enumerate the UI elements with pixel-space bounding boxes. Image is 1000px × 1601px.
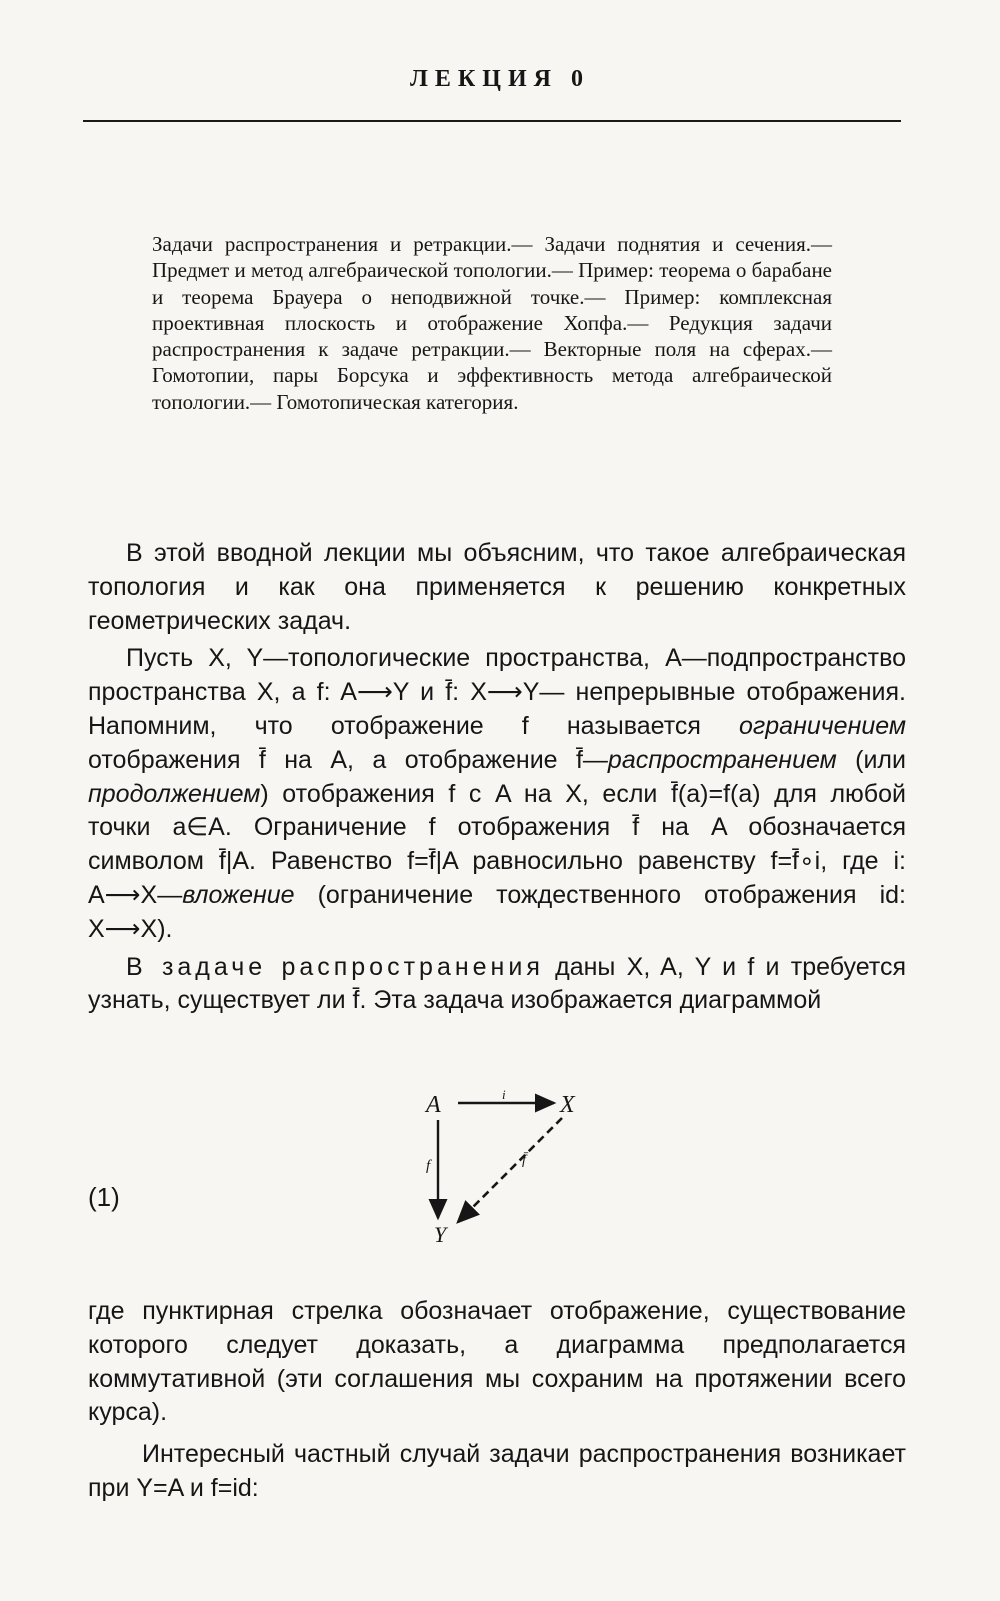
text-run: (или — [836, 745, 906, 774]
paragraph-special-case: Интересный частный случай задачи распространения возникает при Y=A и f=id: — [88, 1440, 906, 1502]
equation-number: (1) — [88, 1182, 120, 1212]
text-run: отображения f̄ на A, а отображение f̄— — [88, 745, 608, 774]
header-rule — [83, 120, 901, 122]
diagram-node-a: A — [426, 1092, 441, 1118]
text-run: (ограничение тождественного отображения id: X⟶X). — [88, 880, 906, 943]
term-extension: распространением — [607, 745, 837, 774]
label-f: f — [426, 1158, 431, 1174]
page-title: ЛЕКЦИЯ 0 — [410, 66, 590, 92]
main-text — [88, 537, 906, 1018]
label-fbar: f̄ — [522, 1153, 526, 1168]
commutative-diagram — [420, 1087, 590, 1265]
term-embedding: вложение — [182, 880, 295, 909]
main-text-continued — [88, 1295, 906, 1506]
paragraph-extension-problem — [88, 951, 906, 1019]
arrow-extension-dashed — [458, 1118, 562, 1222]
term-restriction: ограничением — [739, 711, 906, 740]
lecture-abstract: Задачи распространения и ретракции.— Задачи поднятия и сечения.— Предмет и метод алгебраической топологии.— Пример: теорема о барабане и теорема Брауера о неподвижной точке.— Пример: комплексная проективная плоскость и отображение Хопфа.— Редукция задачи распространения к задаче ретракции.— Векторные поля на сферах.— Гомотопии, пары Борсука и эффективность метода алгебраической топологии.— Гомотопическая категория. — [152, 232, 832, 414]
term-continuation: продолжением — [88, 779, 261, 808]
diagram-node-y: Y — [434, 1222, 447, 1247]
diagram-node-x: X — [560, 1092, 575, 1118]
paragraph-definitions — [88, 642, 906, 946]
term-extension-problem: В задаче распространения — [126, 952, 544, 981]
paragraph-diagram-conventions: где пунктирная стрелка обозначает отображение, существование которого следует доказать, а диаграмма предполагается коммутативной (эти соглашения мы сохраним на протяжении всего курса). — [88, 1297, 906, 1427]
text-run: ) отображения f с A на X, если f̄(a)=f(a) для любой точки a∈A. Ограничение f отображения f̄ на A обозначается символом f̄|A. Равенство f=f̄|A равносильно равенству f=f̄∘i, где i: A⟶X— — [88, 779, 906, 909]
paragraph-intro: В этой вводной лекции мы объясним, что такое алгебраическая топология и как она применяется к решению конкретных геометрических задач. — [88, 539, 906, 635]
text-run: Пусть X, Y—топологические пространства, A—подпространство пространства X, а f: A⟶Y и f̄: X⟶Y— непрерывные отображения. Напомним, что отображение f называется — [88, 644, 906, 740]
text-run: даны X, A, Y и f и требуется узнать, существует ли f̄. Эта задача изображается диаграммой — [88, 952, 907, 1015]
label-i: i — [502, 1087, 506, 1102]
